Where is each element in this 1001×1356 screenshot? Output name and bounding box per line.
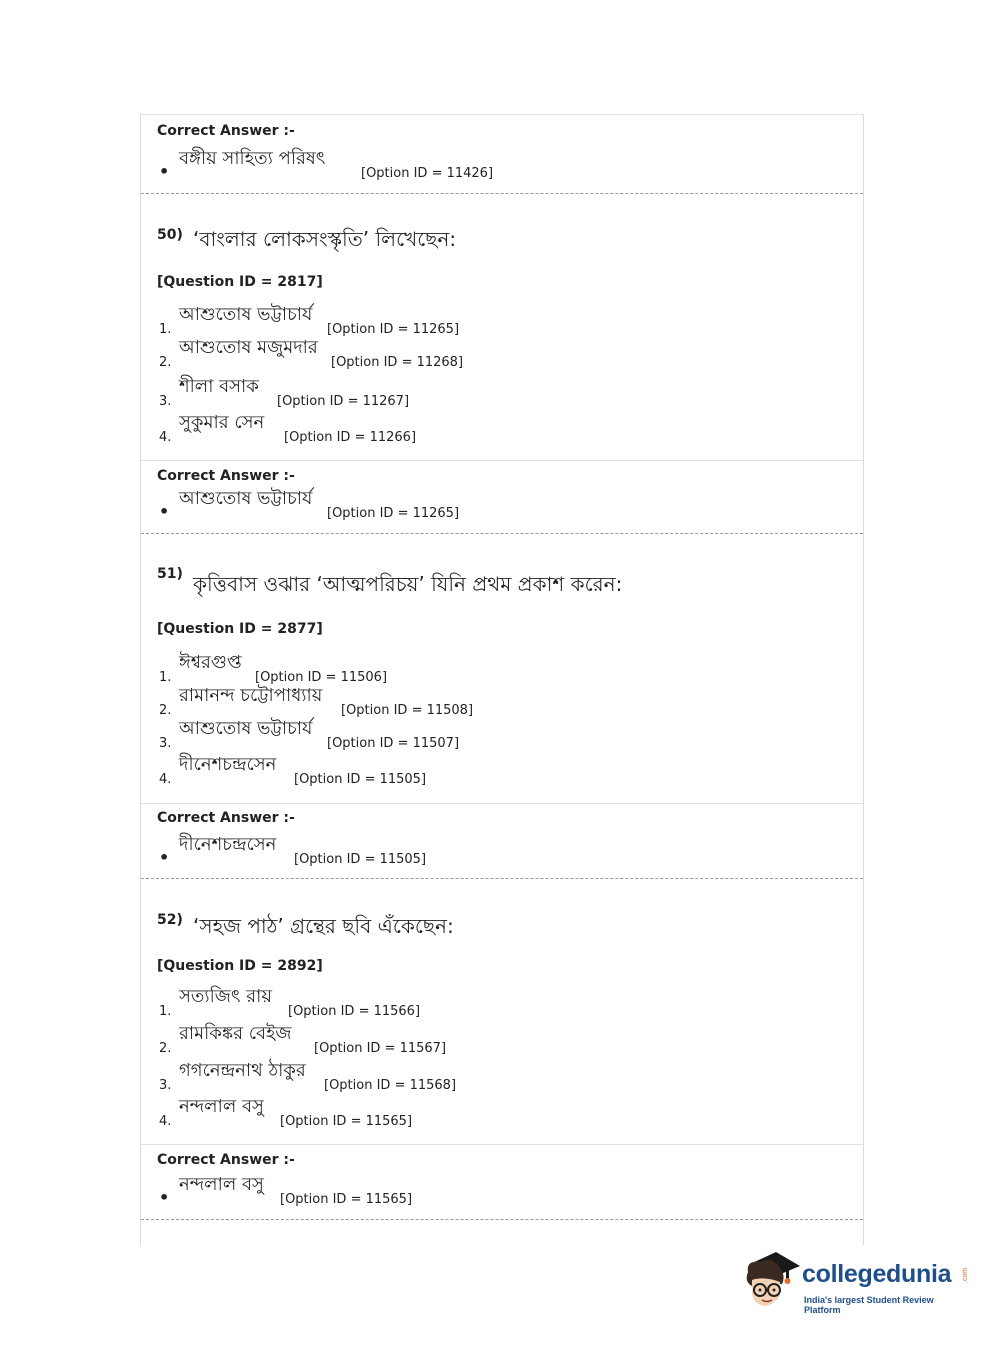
brand-suffix: .com bbox=[962, 1267, 970, 1284]
option-text: বঙ্গীয় সাহিত্য পরিষৎ bbox=[179, 148, 326, 169]
question-text: কৃত্তিবাস ওঝার ‘আত্মপরিচয়’ যিনি প্রথম প্রকাশ করেন: bbox=[193, 572, 623, 596]
option-id: [Option ID = 11565] bbox=[280, 1192, 413, 1207]
option-id: [Option ID = 11567] bbox=[314, 1041, 447, 1056]
option-text: নন্দলাল বসু bbox=[179, 1174, 264, 1195]
option-text: দীনেশচন্দ্রসেন bbox=[179, 834, 277, 855]
option-text: আশুতোষ মজুমদার bbox=[179, 337, 318, 358]
answer-divider bbox=[141, 1144, 863, 1145]
question-id: [Question ID = 2877] bbox=[157, 621, 323, 637]
correct-answer-label: Correct Answer :- bbox=[157, 123, 295, 139]
question-id: [Question ID = 2892] bbox=[157, 958, 323, 974]
option-text: আশুতোষ ভট্টাচার্য bbox=[179, 718, 313, 739]
option-id: [Option ID = 11566] bbox=[288, 1004, 421, 1019]
option-id: [Option ID = 11268] bbox=[331, 355, 464, 370]
option-id: [Option ID = 11568] bbox=[324, 1078, 457, 1093]
option-id: [Option ID = 11505] bbox=[294, 772, 427, 787]
answer-divider bbox=[141, 803, 863, 804]
question-id: [Question ID = 2817] bbox=[157, 274, 323, 290]
option-id: [Option ID = 11508] bbox=[341, 703, 474, 718]
option-text: আশুতোষ ভট্টাচার্য bbox=[179, 488, 313, 509]
option-id: [Option ID = 11505] bbox=[294, 852, 427, 867]
option-id: [Option ID = 11266] bbox=[284, 430, 417, 445]
section-divider bbox=[141, 533, 863, 534]
question-text: ‘বাংলার লোকসংস্কৃতি’ লিখেছেন: bbox=[193, 227, 457, 251]
correct-answer-label: Correct Answer :- bbox=[157, 468, 295, 484]
option-text: ঈশ্বরগুপ্ত bbox=[179, 652, 242, 673]
answer-divider bbox=[141, 460, 863, 461]
option-id: [Option ID = 11565] bbox=[280, 1114, 413, 1129]
student-mascot-icon bbox=[742, 1250, 802, 1310]
question-text: ‘সহজ পাঠ’ গ্রন্থের ছবি এঁকেছেন: bbox=[193, 914, 454, 938]
option-id: [Option ID = 11265] bbox=[327, 506, 460, 521]
section-divider bbox=[141, 193, 863, 194]
option-id: [Option ID = 11506] bbox=[255, 670, 388, 685]
question-number: 52) bbox=[157, 912, 183, 928]
option-id: [Option ID = 11267] bbox=[277, 394, 410, 409]
collegedunia-logo[interactable] bbox=[742, 1250, 972, 1315]
correct-answer-label: Correct Answer :- bbox=[157, 1152, 295, 1168]
question-number: 51) bbox=[157, 566, 183, 582]
option-id: [Option ID = 11507] bbox=[327, 736, 460, 751]
option-text: গগনেন্দ্রনাথ ঠাকুর bbox=[179, 1060, 306, 1081]
brand-tagline: India's largest Student Review Platform bbox=[804, 1295, 934, 1315]
section-divider bbox=[141, 878, 863, 879]
option-text: দীনেশচন্দ্রসেন bbox=[179, 754, 277, 775]
question-paper-frame: Correct Answer :- • বঙ্গীয় সাহিত্য পরিষৎ [Option ID = 11426] 50) ‘বাংলার লোকসংস্কৃতি’ লিখেছেন: [Question ID = 2817] 1. আশুতোষ ভট্টাচার্য [Option ID = 11265] 2. আশুতোষ মজুমদার [Option ID = 11268] 3. শীলা বসাক [Option ID = 11267] 4. সুকুমার সেন [Option ID = 11266] Correct Answer :- • আশুতোষ ভট্টাচার্য [Option ID = 11265] 51) কৃত্তিবাস ওঝার ‘আত্মপরিচয়’ যিনি প্রথম প্রকাশ করেন: [Question ID = 2877] 1. ঈশ্বরগুপ্ত [Option ID = 11506] 2. রামানন্দ চট্টোপাধ্যায় [Option ID = 11508] 3. আশুতোষ ভট্টাচার্য [Option ID = 11507] 4. দীনেশচন্দ্রসেন [Option ID = 11505] Correct Answer :- • দীনেশচন্দ্রসেন [Option ID = 11505] 52) ‘সহজ পাঠ’ গ্রন্থের ছবি এঁকেছেন: [Question ID = 2892] 1. সত্যজিৎ রায় [Option ID = 11566] 2. রামকিঙ্কর বেইজ [Option ID = 11567] 3. গগনেন্দ্রনাথ ঠাকুর [Option ID = 11568] 4. নন্দলাল বসু [Option ID = 11565] Correct Answer :- • নন্দলাল বসু [Option ID = 11565] bbox=[140, 114, 864, 1245]
section-divider bbox=[141, 1219, 863, 1220]
option-id: [Option ID = 11426] bbox=[361, 166, 494, 181]
option-text: রামকিঙ্কর বেইজ bbox=[179, 1023, 292, 1044]
option-text: শীলা বসাক bbox=[179, 376, 259, 397]
option-id: [Option ID = 11265] bbox=[327, 322, 460, 337]
question-number: 50) bbox=[157, 227, 183, 243]
option-text: রামানন্দ চট্টোপাধ্যায় bbox=[179, 685, 323, 706]
option-text: নন্দলাল বসু bbox=[179, 1096, 264, 1117]
option-text: সত্যজিৎ রায় bbox=[179, 986, 272, 1007]
option-text: আশুতোষ ভট্টাচার্য bbox=[179, 304, 313, 325]
brand-name: collegedunia bbox=[802, 1260, 952, 1288]
option-text: সুকুমার সেন bbox=[179, 412, 265, 433]
correct-answer-label: Correct Answer :- bbox=[157, 810, 295, 826]
